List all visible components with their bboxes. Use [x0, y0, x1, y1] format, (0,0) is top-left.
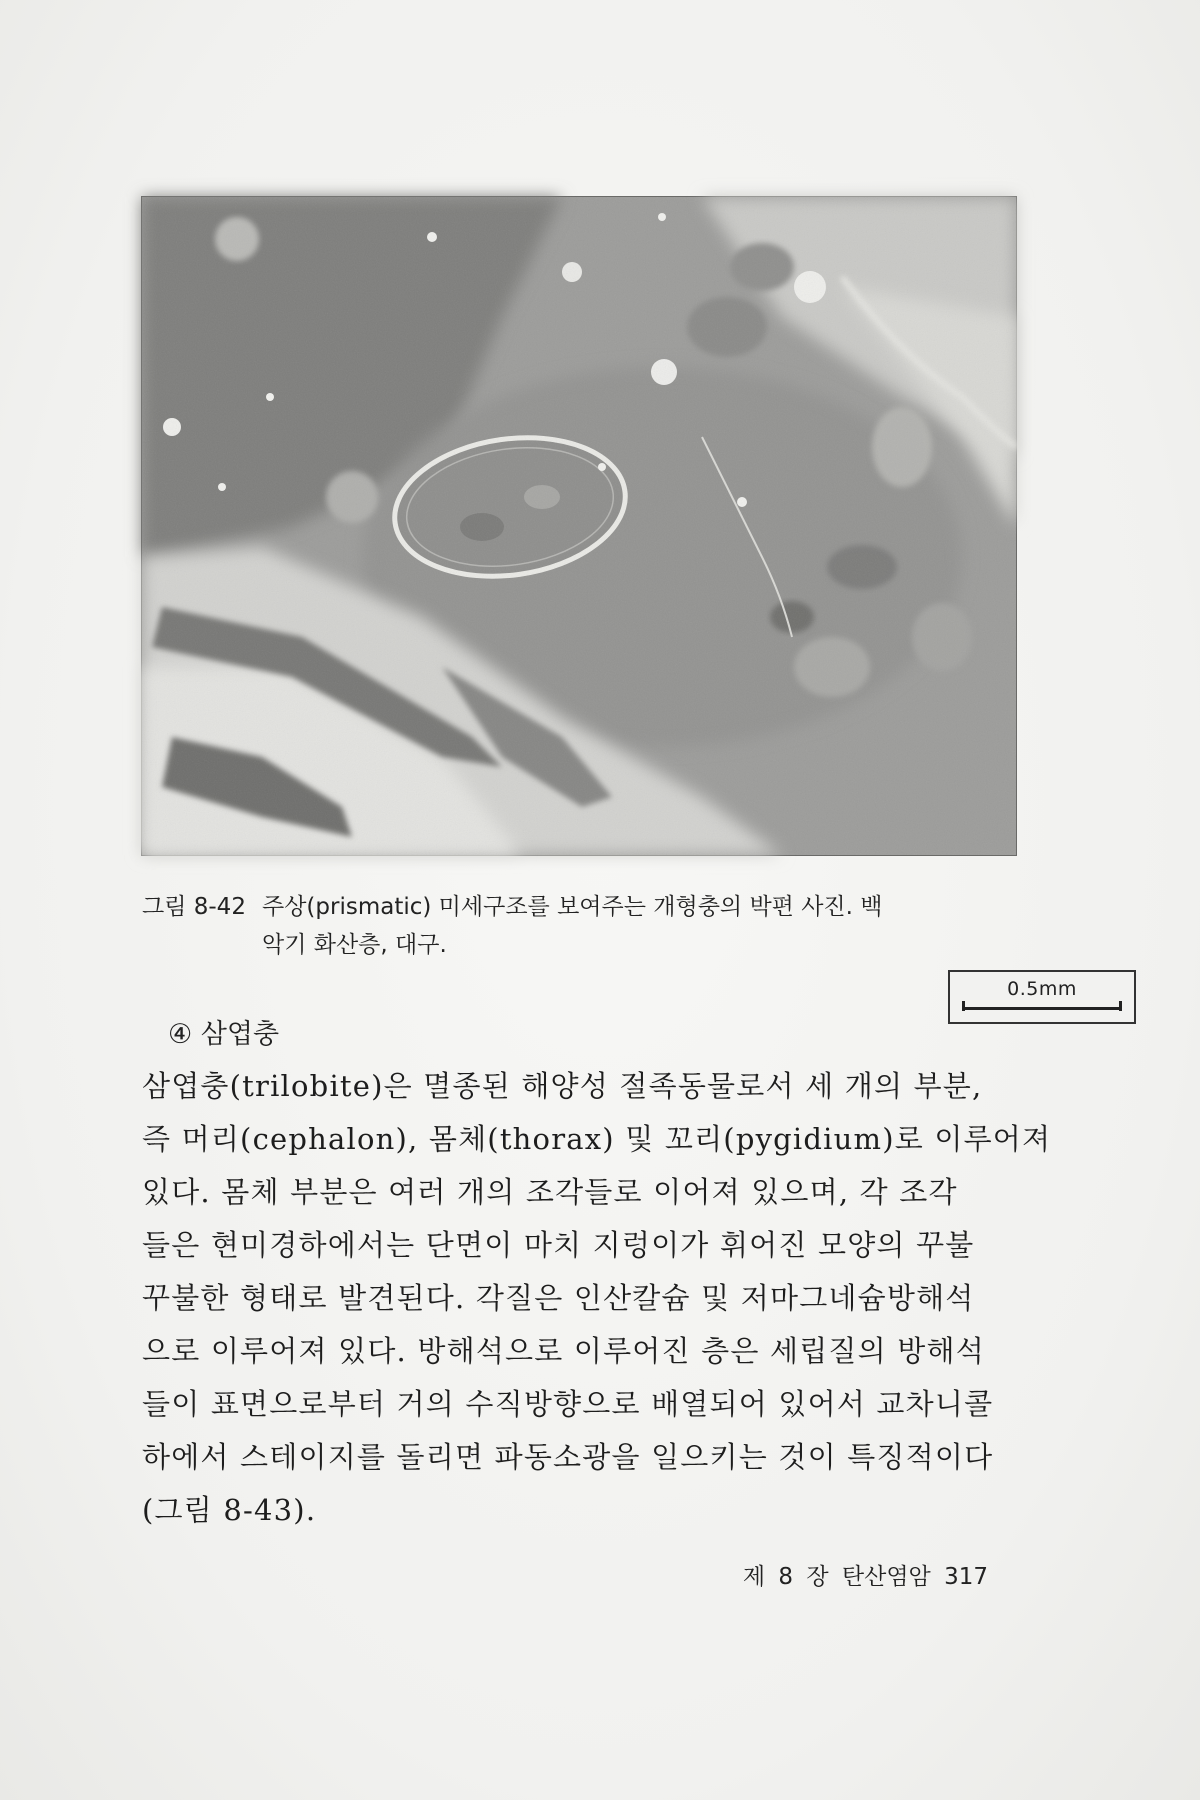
micrograph-image	[142, 197, 1016, 855]
scale-bar-label: 0.5mm	[1007, 978, 1077, 1000]
chapter-title: 탄산염암	[841, 1564, 931, 1590]
chapter-label: 제 8 장	[742, 1564, 829, 1590]
body-line: (그림 8-43).	[142, 1493, 317, 1527]
body-line: 삼엽충(trilobite)은 멸종된 해양성 절족동물로서 세 개의 부분,	[142, 1069, 983, 1103]
body-paragraph	[142, 1060, 1052, 1537]
body-line: 있다. 몸체 부분은 여러 개의 조각들로 이어져 있으며, 각 조각	[142, 1175, 958, 1209]
body-line: 꾸불한 형태로 발견된다. 각질은 인산칼슘 및 저마그네슘방해석	[142, 1281, 975, 1315]
section-heading: ④ 삼엽충	[168, 1019, 280, 1050]
body-line: 으로 이루어져 있다. 방해석으로 이루어진 층은 세립질의 방해석	[142, 1334, 985, 1368]
figure-caption-text: 주상(prismatic) 미세구조를 보여주는 개형충의 박편 사진. 백 악기 화산층, 대구.	[262, 894, 883, 958]
page-footer	[743, 1558, 988, 1591]
page-number: 317	[944, 1564, 988, 1590]
body-line: 하에서 스테이지를 돌리면 파동소광을 일으키는 것이 특징적이다	[142, 1440, 994, 1474]
body-line: 들은 현미경하에서는 단면이 마치 지렁이가 휘어진 모양의 꾸불	[142, 1228, 975, 1262]
figure-caption-label: 그림 8-42	[142, 894, 246, 920]
body-line: 즉 머리(cephalon), 몸체(thorax) 및 꼬리(pygidium)로 이루어져	[142, 1122, 1052, 1156]
figure-caption	[142, 888, 1022, 964]
body-line: 들이 표면으로부터 거의 수직방향으로 배열되어 있어서 교차니콜	[142, 1387, 994, 1421]
scale-bar	[948, 970, 1136, 1024]
scale-bar-line	[962, 1007, 1122, 1010]
